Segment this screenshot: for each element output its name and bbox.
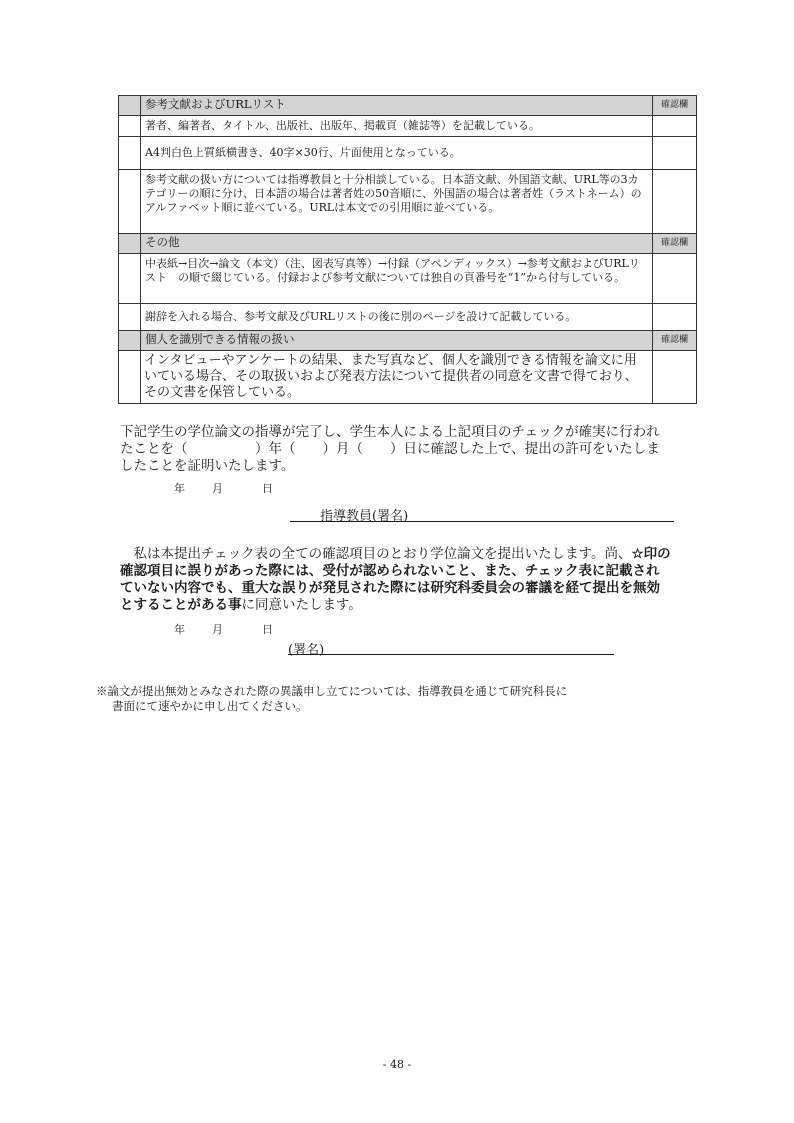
checklist-row [119, 254, 697, 304]
declaration-text-intro: 私は本提出チェック表の全ての確認項目のとおり学位論文を提出いたします。尚、 [133, 546, 632, 562]
submission-checklist-table [118, 95, 697, 404]
declaration-text-end: に同意いたします。 [241, 597, 362, 613]
section-title: その他 [141, 234, 653, 254]
note-line-2: 書面にて速やかに申し出てください。 [112, 699, 308, 713]
confirm-checkbox-cell[interactable] [653, 137, 697, 170]
section-header-other [119, 234, 697, 254]
checklist-item-text: 参考文献の扱い方については指導教員と十分相談している。日本語文献、外国語文献、URL等の3カテゴリーの順に分け、日本語の場合は著者姓の50音順に、外国語の場合は著者姓（ラストネーム）のアルファベット順に並べている。URLは本文での引用順に並べている。 [141, 170, 653, 234]
section-marker-cell [119, 234, 141, 254]
page-number: - 48 - [382, 1058, 412, 1071]
student-declaration-text [120, 546, 672, 614]
teacher-signature-label: 指導教員(署名) [320, 509, 409, 524]
confirm-column-label: 確認欄 [653, 234, 697, 254]
year-label: 年 [174, 482, 185, 495]
year-label: 年 [174, 623, 185, 636]
checklist-item-text: A4判白色上質紙横書き、40字×30行、片面使用となっている。 [141, 137, 653, 170]
section-title: 個人を識別できる情報の扱い [141, 331, 653, 351]
section-title: 参考文献およびURLリスト [141, 96, 653, 116]
checklist-row [119, 116, 697, 137]
note-line-1: ※論文が提出無効とみなされた際の異議申し立てについては、指導教員を通じて研究科長に [96, 684, 568, 698]
section-header-references [119, 96, 697, 116]
confirm-checkbox-cell[interactable] [653, 116, 697, 137]
confirm-checkbox-cell[interactable] [653, 170, 697, 234]
month-label: 月 [212, 482, 223, 495]
star-mark: ☆ [631, 546, 644, 562]
checklist-item-text: 謝辞を入れる場合、参考文献及びURLリストの後に別のページを設けて記載している。 [141, 304, 653, 331]
marker-cell [119, 351, 141, 404]
student-signature-label: (署名) [288, 643, 325, 658]
day-label: 日 [262, 482, 273, 495]
section-marker-cell [119, 96, 141, 116]
marker-cell [119, 254, 141, 304]
section-marker-cell [119, 331, 141, 351]
confirm-column-label: 確認欄 [653, 96, 697, 116]
section-header-personal-info [119, 331, 697, 351]
checklist-item-text: インタビューやアンケートの結果、また写真など、個人を識別できる情報を論文に用いている場合、その取扱いおよび発表方法について提供者の同意を文書で得ており、その文書を保管している。 [141, 351, 653, 404]
marker-cell [119, 116, 141, 137]
checklist-row [119, 137, 697, 170]
marker-cell [119, 170, 141, 234]
objection-note [96, 684, 696, 714]
month-label: 月 [212, 623, 223, 636]
checklist-item-text: 著者、編著者、タイトル、出版社、出版年、掲載頁（雑誌等）を記載している。 [141, 116, 653, 137]
confirm-checkbox-cell[interactable] [653, 351, 697, 404]
confirm-column-label: 確認欄 [653, 331, 697, 351]
confirm-checkbox-cell[interactable] [653, 304, 697, 331]
marker-cell [119, 137, 141, 170]
student-signature-line[interactable] [288, 634, 614, 655]
declaration-text-bold: 印の確認項目に誤りがあった際には、受付が認められないこと、また、チェック表に記載されていない内容でも、重大な誤りが発見された際には研究科委員会の審議を経て提出を無効とすることがある事 [120, 546, 671, 613]
checklist-item-text: 中表紙→目次→論文（本文）（注、図表写真等）→付録（アペンディックス）→参考文献およびURLリスト の順で綴じている。付録および参考文献については独自の頁番号を“1”から付与している。 [141, 254, 653, 304]
checklist-row [119, 304, 697, 331]
confirm-checkbox-cell[interactable] [653, 254, 697, 304]
checklist-row [119, 351, 697, 404]
teacher-certification-text: 下記学生の学位論文の指導が完了し、学生本人による上記項目のチェックが確実に行われたことを（ ）年（ ）月（ ）日に確認した上で、提出の許可をいたしましたことを証明いたします。 [120, 424, 660, 474]
day-label: 日 [262, 623, 273, 636]
marker-cell [119, 304, 141, 331]
checklist-row [119, 170, 697, 234]
